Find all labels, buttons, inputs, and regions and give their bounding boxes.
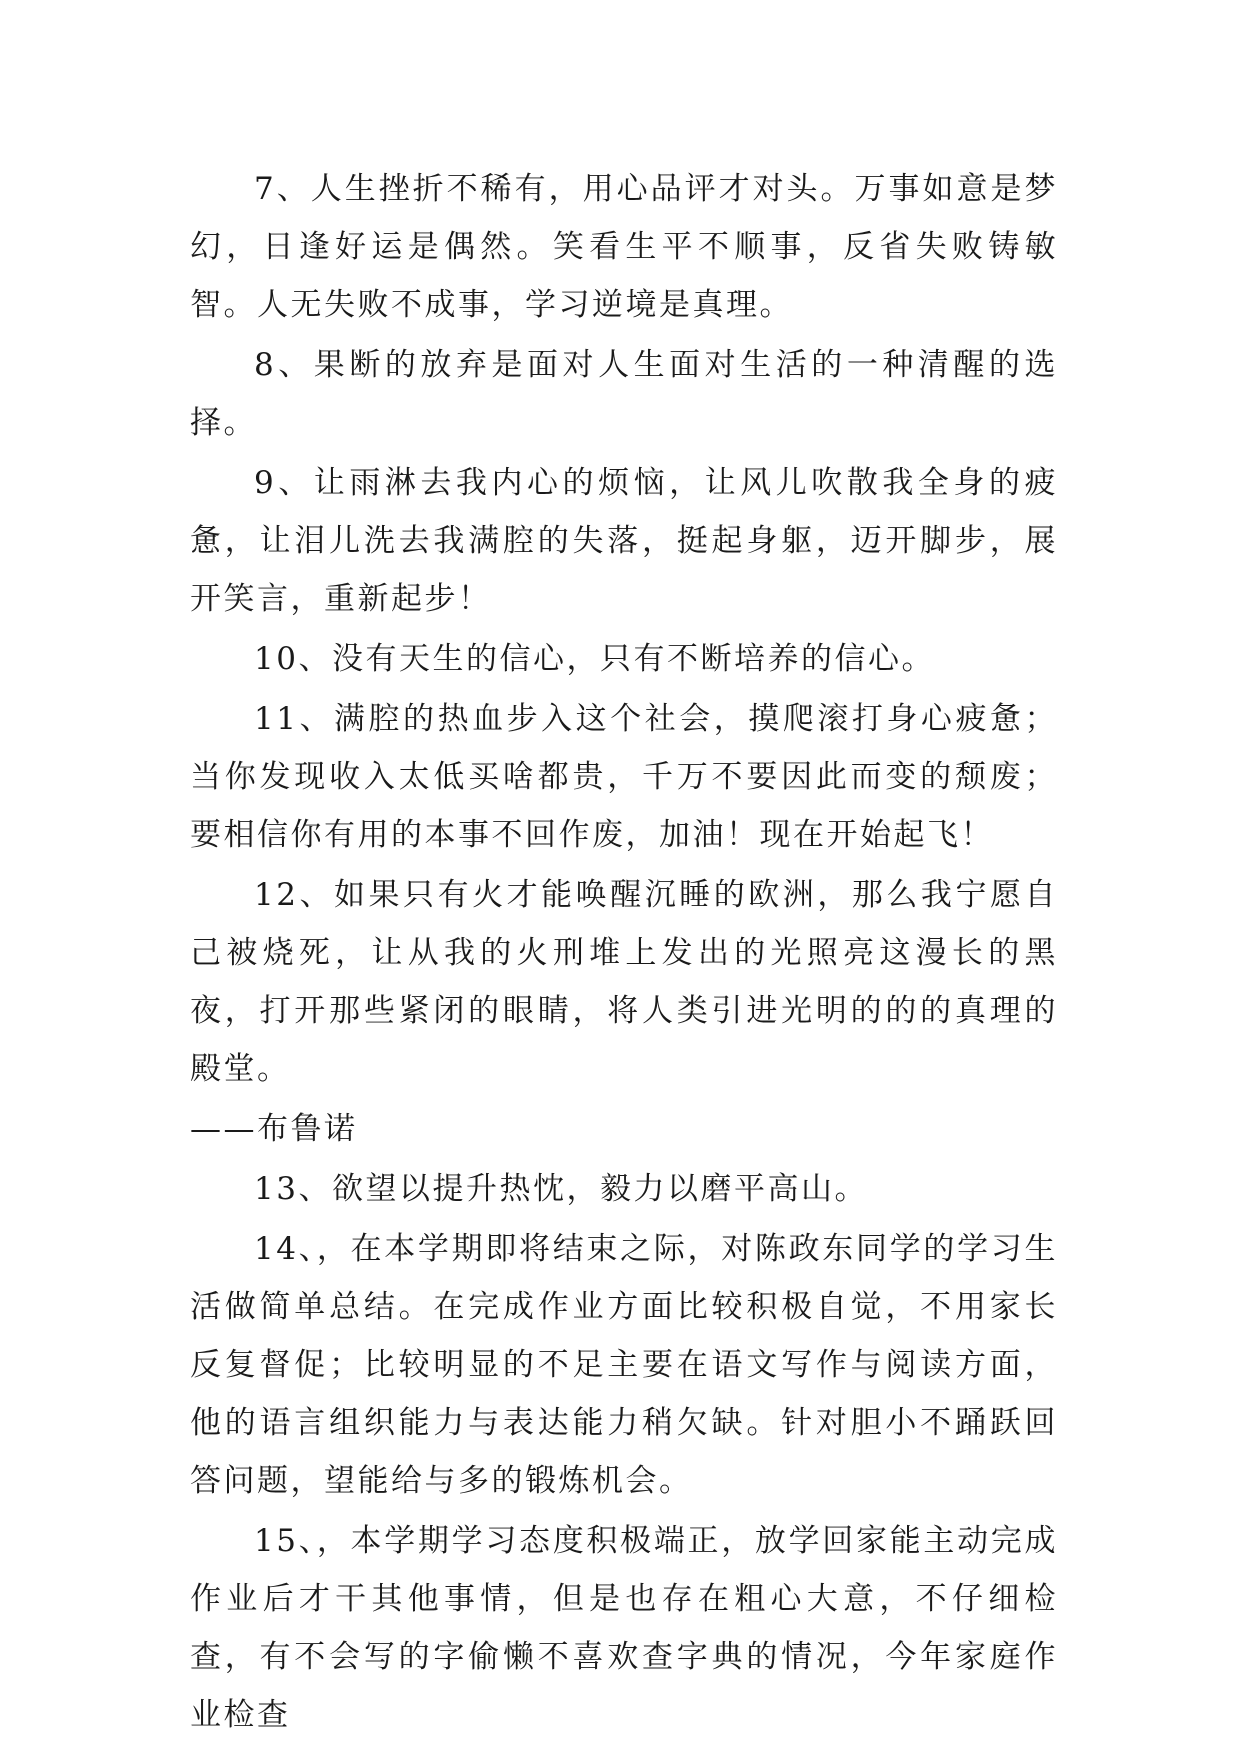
paragraph-11: 11、满腔的热血步入这个社会，摸爬滚打身心疲惫；当你发现收入太低买啥都贵，千万不要因此而变的颓废；要相信你有用的本事不回作废，加油！现在开始起飞！ xyxy=(190,701,1058,853)
quote-attribution: ——布鲁诺 xyxy=(190,1111,358,1147)
paragraph-7: 7、人生挫折不稀有，用心品评才对头。万事如意是梦幻，日逢好运是偶然。笑看生平不顺事，反省失败铸敏智。人无失败不成事，学习逆境是真理。 xyxy=(190,171,1058,323)
paragraph-15: 15、，本学期学习态度积极端正，放学回家能主动完成作业后才干其他事情，但是也存在粗心大意，不仔细检查，有不会写的字偷懒不喜欢查字典的情况，今年家庭作业检查 xyxy=(190,1523,1058,1733)
paragraph-9: 9、让雨淋去我内心的烦恼，让风儿吹散我全身的疲惫，让泪儿洗去我满腔的失落，挺起身躯，迈开脚步，展开笑言，重新起步！ xyxy=(190,465,1058,617)
paragraph-14: 14、，在本学期即将结束之际，对陈政东同学的学习生活做简单总结。在完成作业方面比较积极自觉，不用家长反复督促；比较明显的不足主要在语文写作与阅读方面，他的语言组织能力与表达能力稍欠缺。针对胆小不踊跃回答问题，望能给与多的锻炼机会。 xyxy=(190,1231,1058,1499)
document-body xyxy=(190,160,1058,1746)
paragraph-8: 8、果断的放弃是面对人生面对生活的一种清醒的选择。 xyxy=(190,347,1058,441)
paragraph-10: 10、没有天生的信心，只有不断培养的信心。 xyxy=(254,641,935,677)
paragraph-13: 13、欲望以提升热忱，毅力以磨平高山。 xyxy=(254,1171,868,1207)
paragraph-12: 12、如果只有火才能唤醒沉睡的欧洲，那么我宁愿自己被烧死，让从我的火刑堆上发出的光照亮这漫长的黑夜，打开那些紧闭的眼睛，将人类引进光明的的的真理的殿堂。 xyxy=(190,877,1058,1087)
